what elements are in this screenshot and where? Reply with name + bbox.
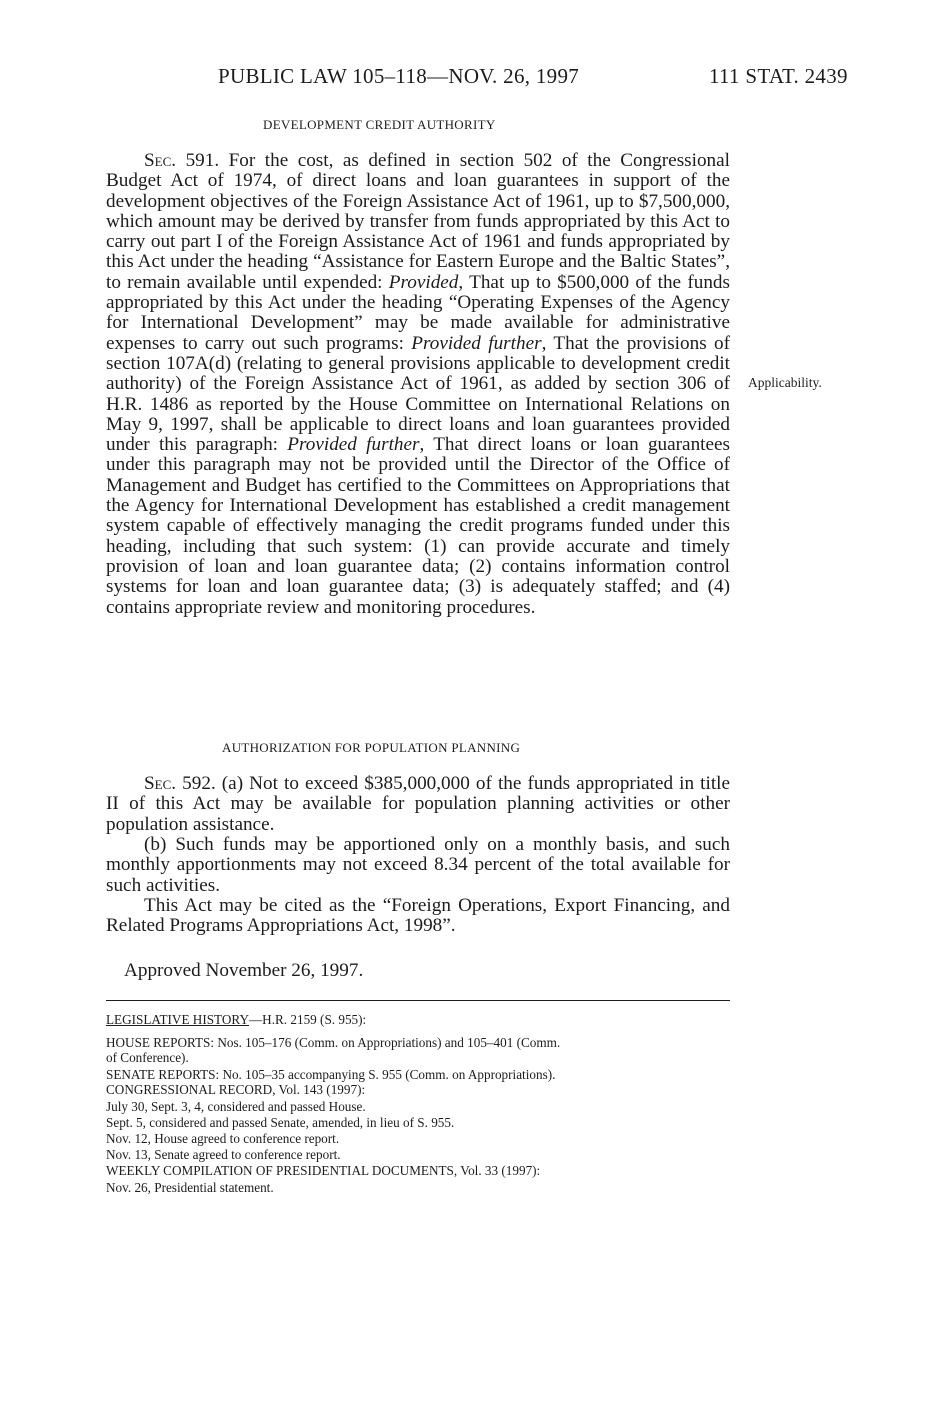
short-title-text: This Act may be cited as the “Foreign Operations, Export Financing, and Related Programs Appropriations Act, 1998”. — [106, 895, 730, 937]
proviso-italic: Provided further — [411, 332, 542, 354]
section-heading-text: DEVELOPMENT CREDIT AUTHORITY — [263, 117, 496, 132]
legislative-history-label: LEGISLATIVE HISTORY — [106, 1012, 249, 1027]
sec-592-b-paragraph — [106, 835, 730, 896]
sec-591-paragraph — [106, 151, 730, 618]
sec-592-a-paragraph — [106, 774, 730, 835]
section-heading-text: AUTHORIZATION FOR POPULATION PLANNING — [222, 740, 521, 755]
sec-591-text-2: , That up to $500,000 of the funds appropriated by this Act under the heading “Operating Expenses of the Agency for International Development” may be made available for administrative expenses to carry out such programs: — [106, 271, 730, 354]
congressional-record: CONGRESSIONAL RECORD, Vol. 143 (1997): — [106, 1082, 366, 1097]
cr-item: Nov. 12, House agreed to conference report. — [106, 1131, 340, 1146]
sec-number: 591. — [185, 150, 220, 171]
sec-592-a-text: (a) Not to exceed $385,000,000 of the funds appropriated in title II of this Act may be available for population planning activities or other population assistance. — [106, 773, 730, 835]
proviso-italic: Provided — [388, 271, 459, 293]
sec-592-b-text: (b) Such funds may be apportioned only on a monthly basis, and such monthly apportionments may not exceed 8.34 percent of the total available for such activities. — [106, 834, 730, 896]
sec-591-text-3: , That the provisions of section 107A(d) (relating to general provisions applicable to development credit authority) of the Foreign Assistance Act of 1961, as added by section 306 of H.R. 1486 as reported by the House Committee on International Relations on May 9, 1997, shall be applicable to direct loans and loan guarantees provided under this paragraph: — [106, 332, 731, 456]
cr-item: July 30, Sept. 3, 4, considered and passed House. — [106, 1099, 366, 1114]
proviso-italic: Provided further — [287, 434, 420, 456]
sec-label: Sec. — [144, 150, 177, 171]
legislative-history-bill: —H.R. 2159 (S. 955): — [248, 1012, 367, 1027]
house-reports: HOUSE REPORTS: Nos. 105–176 (Comm. on Appropriations) and 105–401 (Comm. — [106, 1035, 561, 1050]
cr-item: Nov. 13, Senate agreed to conference report. — [106, 1147, 341, 1162]
short-title-paragraph — [106, 896, 730, 937]
sec-591-text-1: For the cost, as defined in section 502 of the Congressional Budget Act of 1974, of direct loans and loan guarantees in support of the development objectives of the Foreign Assistance Act of 1961, up to $7,500,000, which amount may be derived by transfer from funds appropriated by this Act to carry out part I of the Foreign Assistance Act of 1961 and funds appropriated by this Act under the heading “Assistance for Eastern Europe and the Baltic States”, to remain available until expended: — [106, 150, 731, 293]
weekly-compilation: WEEKLY COMPILATION OF PRESIDENTIAL DOCUMENTS, Vol. 33 (1997): — [106, 1163, 541, 1178]
legislative-history-title — [106, 1012, 736, 1027]
senate-reports: SENATE REPORTS: No. 105–35 accompanying S. 955 (Comm. on Appropriations). — [106, 1067, 556, 1082]
sec-label: Sec. — [144, 773, 177, 794]
divider-rule — [106, 1000, 730, 1001]
sec-591-text-4: , That direct loans or loan guarantees under this paragraph may not be provided until the Director of the Office of Management and Budget has certified to the Committees on Appropriations that the Agency for International Development has established a credit management system capable of effectively managing the credit programs funded under this heading, including that such system: (1) can provide accurate and timely provision of loan and loan guarantee data; (2) contains information control systems for loan and loan guarantee data; (3) is adequately staffed; and (4) contains appropriate review and monitoring procedures. — [106, 434, 730, 618]
cr-item: Sept. 5, considered and passed Senate, amended, in lieu of S. 955. — [106, 1115, 455, 1130]
sec-number: 592. — [182, 773, 216, 794]
weekly-item: Nov. 26, Presidential statement. — [106, 1180, 274, 1195]
house-reports-continued: of Conference). — [106, 1050, 189, 1065]
approved-date: Approved November 26, 1997. — [124, 960, 364, 981]
running-header-stat-page: 111 STAT. 2439 — [709, 64, 848, 88]
running-header-public-law: PUBLIC LAW 105–118—NOV. 26, 1997 — [218, 64, 580, 88]
margin-note-applicability: Applicability. — [748, 375, 822, 390]
